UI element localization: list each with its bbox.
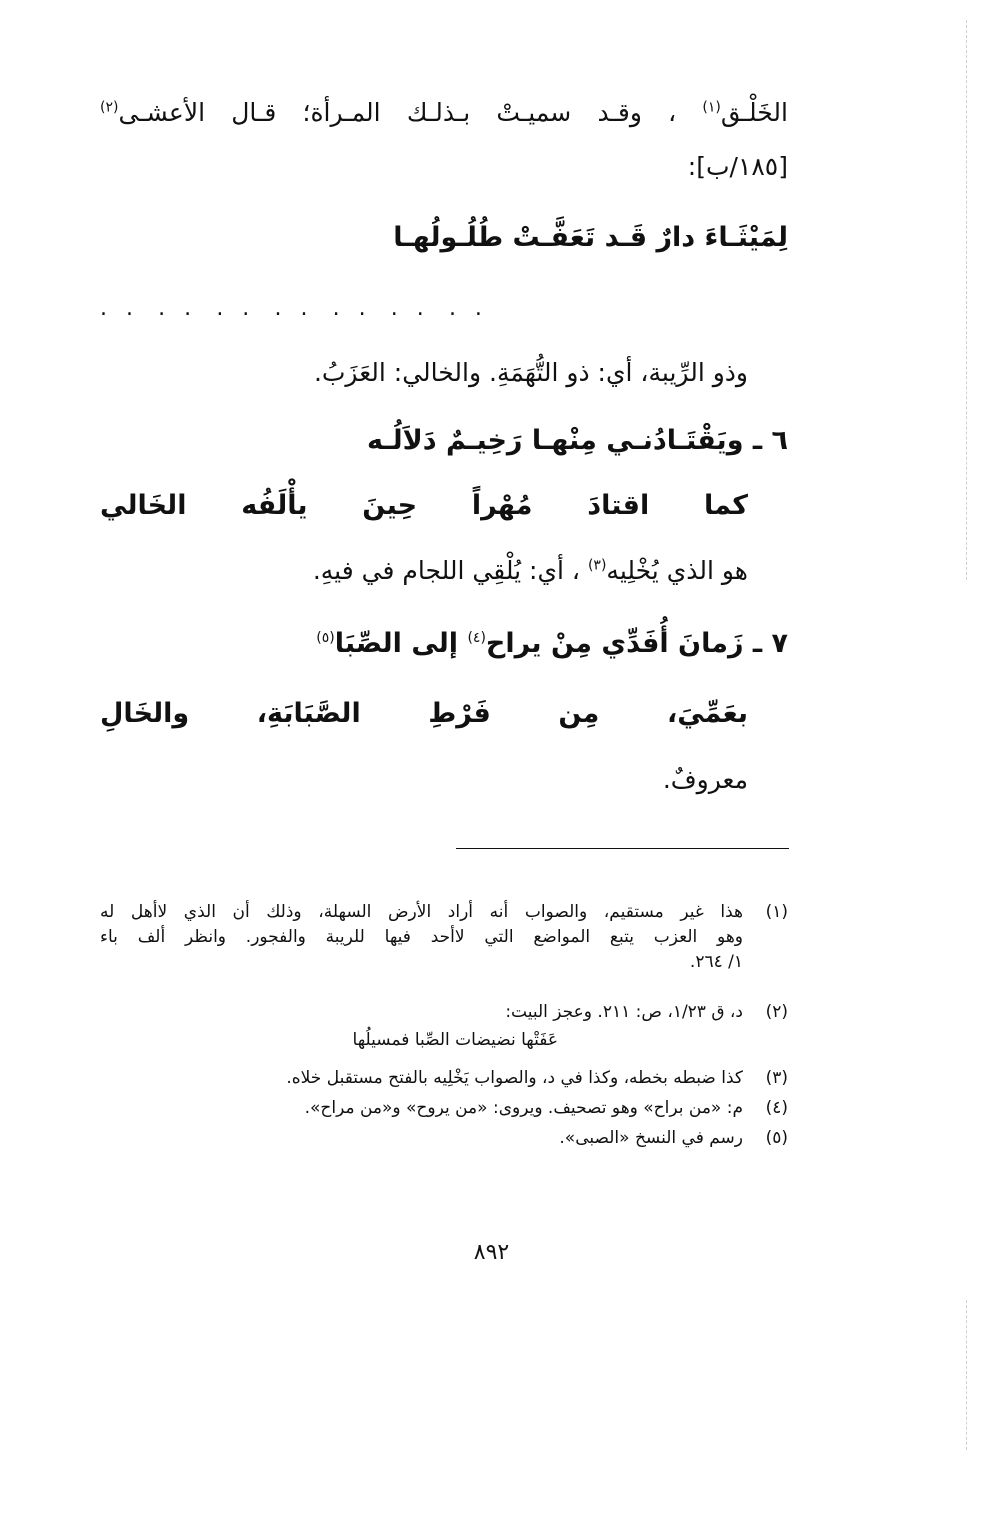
gloss-yukhlih-after: ، أي: يُلْقِي اللجام في فيهِ. (312, 556, 588, 585)
verse-7-first-middle: إلى الصِّبَا (334, 628, 468, 659)
verse-6-first-hemistich: ٦ ـ ويَقْتَـادُنـي مِنْهـا رَخِيـمٌ دَلاَلُـه (366, 425, 788, 456)
footnote-4 (0, 1096, 983, 1124)
folio-reference: [١٨٥/ب]: (687, 152, 788, 181)
verse-hemistich-maytha: لِمَيْثَـاءَ دارٌ قَـد تَعَفَّـتْ طُلُـولُهـا (393, 222, 788, 253)
footnote-ref-1[interactable]: (١) (702, 99, 721, 116)
footnote-3-text: كذا ضبطه بخطه، وكذا في د، والصواب يَخْلِيه بالفتح مستقبل خلاه. (286, 1068, 743, 1088)
gloss-rayba: وذو الرِّيبة، أي: ذو التُّهَمَةِ. والخالي: العَزَبُ. (313, 358, 748, 387)
footnote-ref-4[interactable]: (٤) (467, 630, 486, 646)
word-khalq: الخَلْـق (720, 98, 788, 127)
closing-word: معروفٌ. (662, 765, 748, 794)
footnote-ref-2[interactable]: (٢) (100, 99, 119, 116)
footnote-5 (0, 1126, 983, 1154)
footnote-5-text: رسم في النسخ «الصبى». (559, 1128, 743, 1148)
footnote-1-line-1: هذا غير مستقيم، والصواب أنه أراد الأرض السهلة، وذلك أن الذي لاأهل له (100, 902, 743, 922)
footnote-separator (456, 848, 789, 849)
ellipsis-dots: . . (216, 296, 256, 321)
footnote-2-verse: عَفَتْها نضيضات الصِّبا فمسيلُها (352, 1030, 558, 1050)
footnote-1 (0, 900, 983, 980)
body-line-1 (100, 98, 788, 128)
verse-7-first-before: ٧ ـ زَمانَ أُفَدِّي مِنْ يراح (485, 628, 788, 659)
footnote-1-number: (١) (765, 902, 788, 922)
verse-7-second-hemistich: بعَمِّيَ، مِن فَرْطِ الصَّبَابَةِ، والخَالِ (100, 698, 748, 729)
page-edge-mark-top (966, 20, 967, 580)
footnote-1-line-2: وهو العزب يتبع المواضع التي لاأحد فيها للريبة والفجور. وانظر ألف باء (100, 927, 743, 947)
gloss-yukhlih-before: هو الذي يُخْلِيه (606, 556, 748, 585)
ellipsis-row (100, 296, 488, 320)
gloss-yukhlih (313, 556, 748, 586)
footnote-3-number: (٣) (765, 1068, 788, 1088)
footnote-1-line-3: ١/ ٢٦٤. (689, 952, 743, 972)
ellipsis-dots: . . (274, 296, 314, 321)
footnote-2-line-1: د، ق ١/٢٣، ص: ٢١١. وعجز البيت: (505, 1002, 743, 1022)
page-number: ٨٩٢ (473, 1240, 510, 1265)
verse-6-second-hemistich: كما اقتادَ مُهْراً حِينَ يأْلَفُه الخَالي (100, 490, 748, 521)
ellipsis-dots: . . (100, 296, 139, 321)
page-edge-mark-bottom (966, 1300, 967, 1450)
footnote-4-text: م: «من براح» وهو تصحيف. ويروى: «من يروح» و«من مراح». (304, 1098, 743, 1118)
footnote-4-number: (٤) (765, 1098, 788, 1118)
footnote-ref-3[interactable]: (٣) (587, 557, 607, 574)
footnote-5-number: (٥) (765, 1128, 788, 1148)
ellipsis-dots: . . (158, 296, 198, 321)
ellipsis-dots: . . (390, 296, 430, 321)
footnote-2-number: (٢) (765, 1002, 788, 1022)
footnote-3 (0, 1066, 983, 1094)
verse-7-first-hemistich (316, 628, 788, 660)
ellipsis-dots: . . (332, 296, 372, 321)
ellipsis-dots: . . (448, 296, 488, 321)
footnote-ref-5[interactable]: (٥) (316, 630, 335, 646)
footnote-2 (0, 1000, 983, 1056)
body-line-1-text: ، وقـد سميـتْ بـذلـك المـرأة؛ قـال الأعشـى (118, 98, 703, 127)
